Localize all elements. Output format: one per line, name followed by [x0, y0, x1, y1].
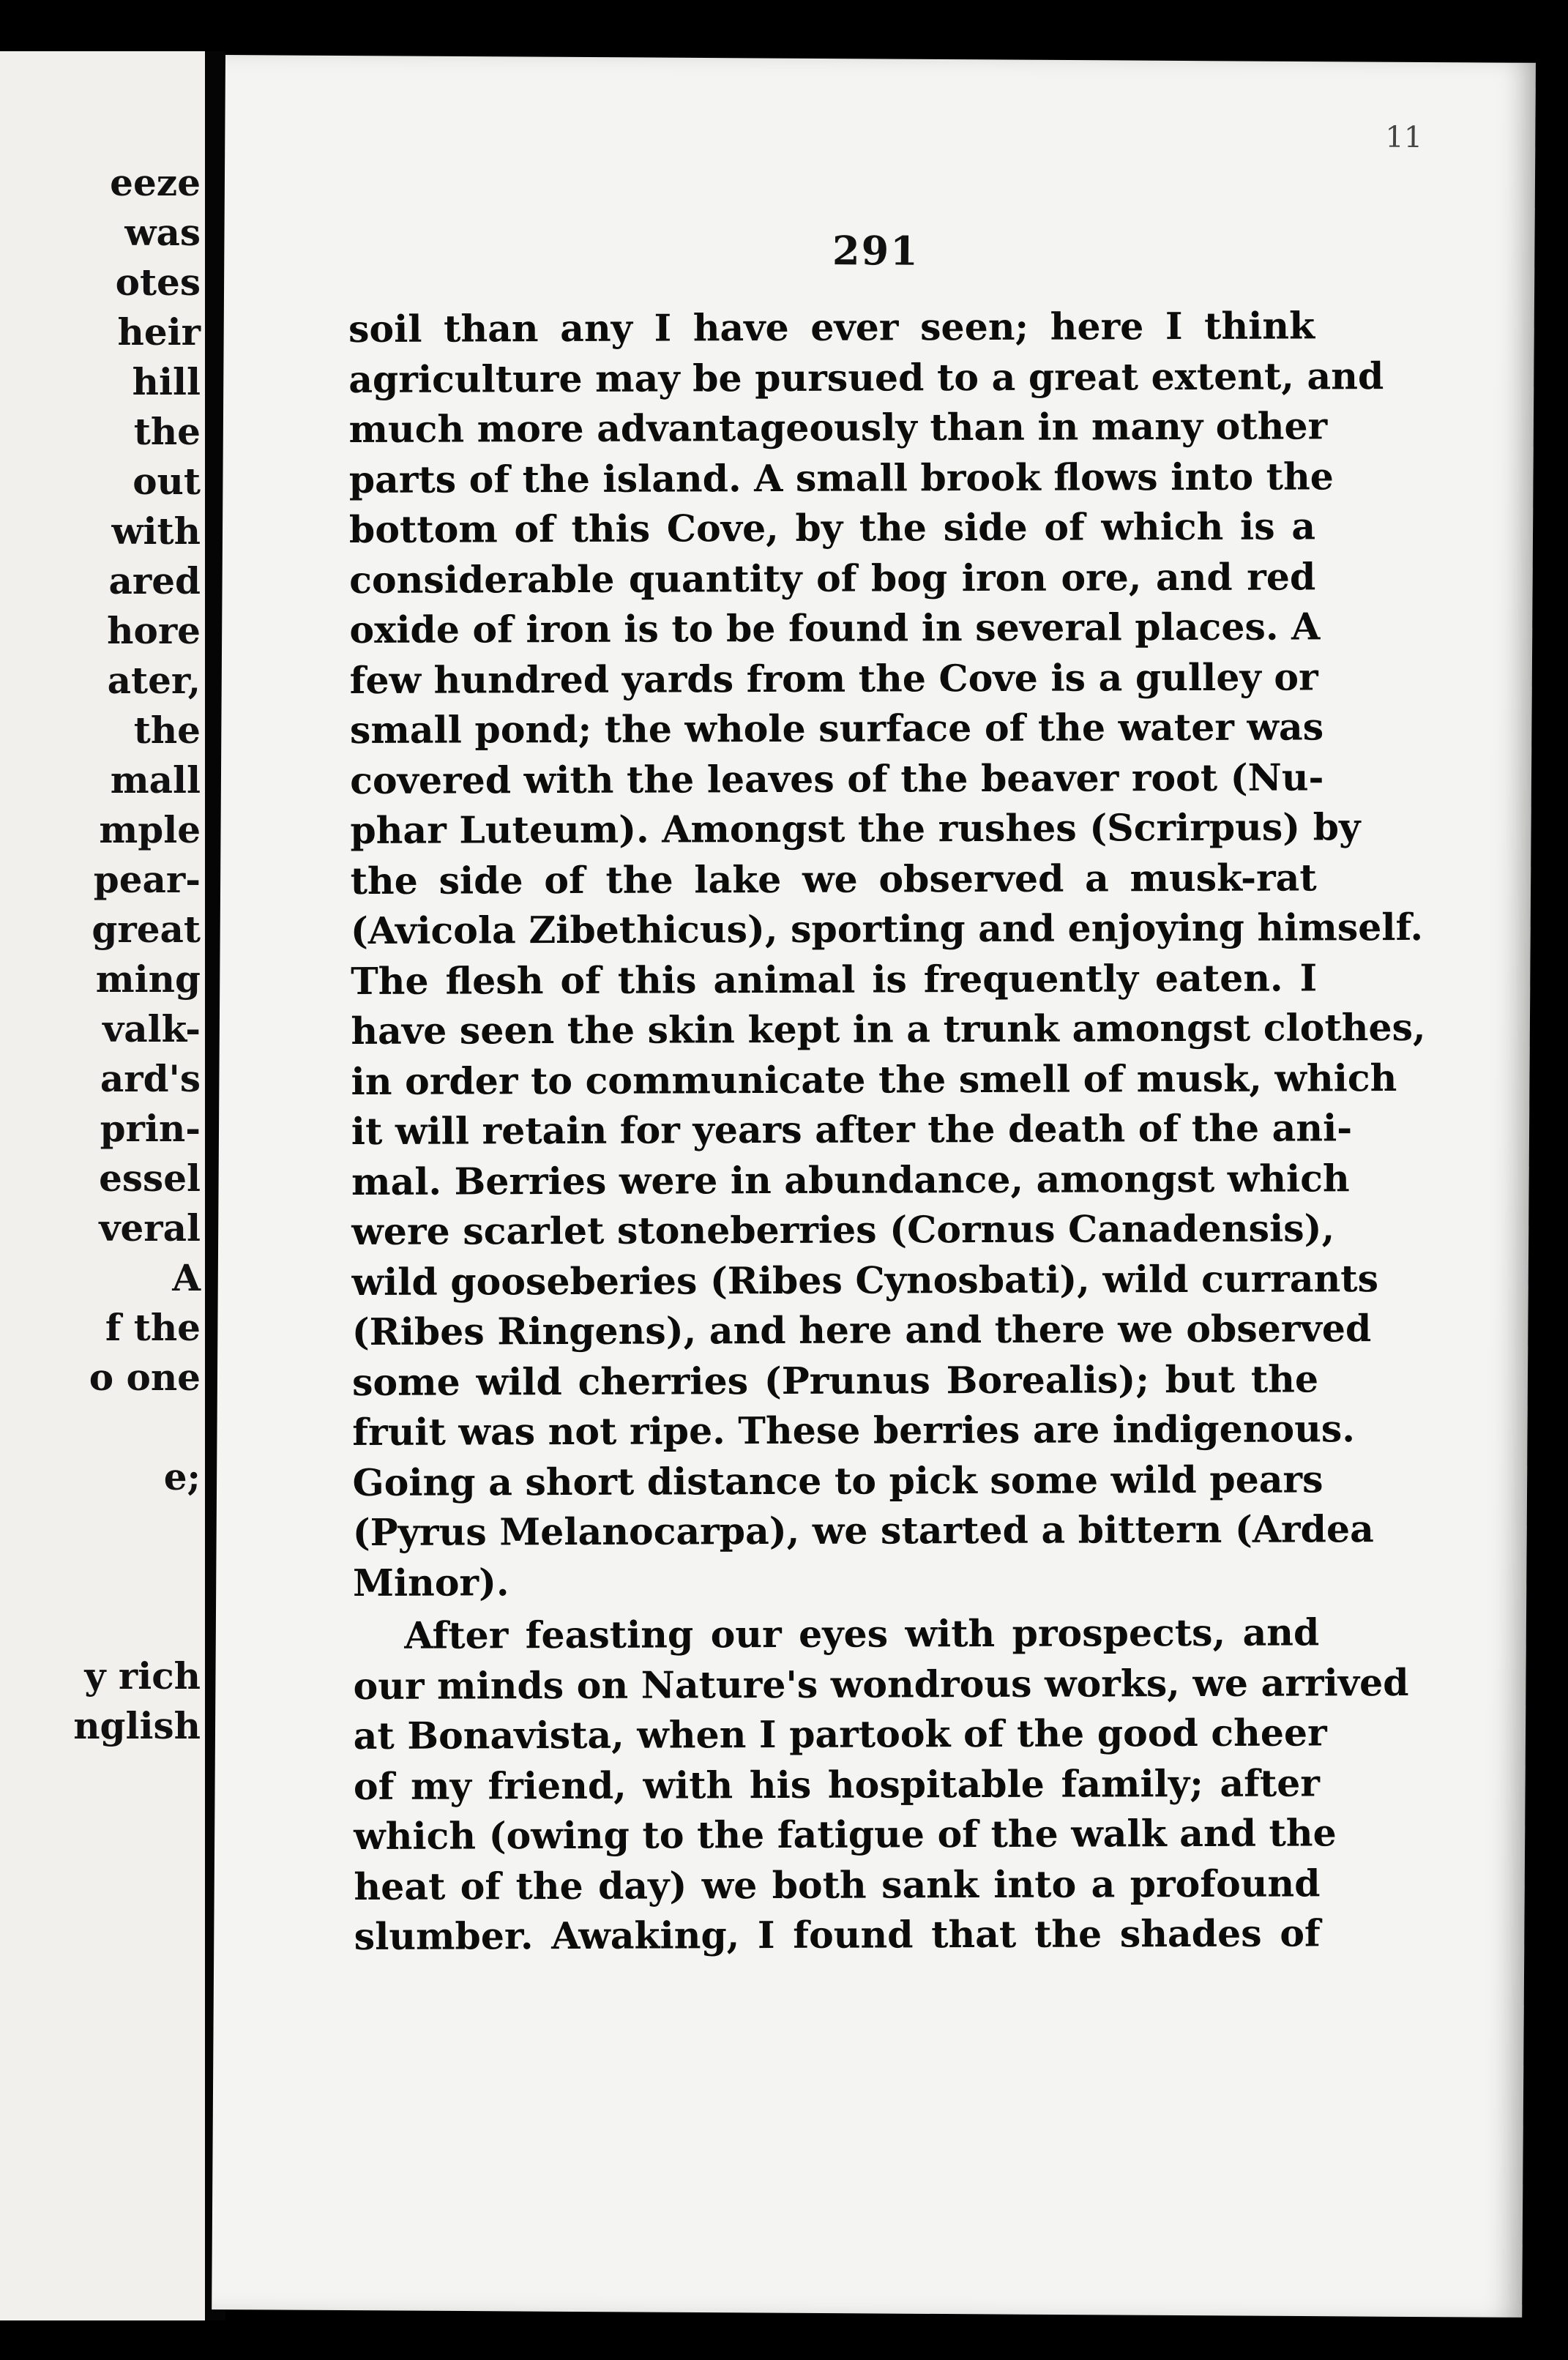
left-line: otes — [115, 261, 201, 304]
text-line: bottom of this Cove, by the side of which is a — [348, 504, 1316, 552]
text-line: After feasting our eyes with prospects, and — [404, 1610, 1320, 1657]
left-line: was — [124, 211, 201, 254]
left-line: hore — [107, 609, 201, 652]
text-line: in order to communicate the smell of musk, which — [351, 1056, 1397, 1103]
text-line: parts of the island. A small brook flows into the — [348, 454, 1334, 501]
text-line: have seen the skin kept in a trunk amongst clothes, — [351, 1005, 1426, 1053]
text-line: wild gooseberies (Ribes Cynosbati), wild currants — [351, 1256, 1379, 1304]
text-line: The flesh of this animal is frequently eaten. I — [351, 955, 1318, 1003]
text-line: few hundred yards from the Cove is a gulley or — [349, 654, 1318, 702]
text-line: of my friend, with his hospitable family; after — [353, 1760, 1321, 1808]
text-line: considerable quantity of bog iron ore, and red — [349, 554, 1316, 602]
page-number: 291 — [832, 227, 919, 275]
text-line: (Avicola Zibethicus), sporting and enjoying himself. — [350, 905, 1424, 953]
text-line: agriculture may be pursued to a great extent, and — [348, 354, 1384, 401]
text-line: Going a short distance to pick some wild pears — [352, 1457, 1324, 1504]
left-line: e; — [163, 1455, 201, 1498]
left-line: veral — [99, 1206, 201, 1250]
text-line: Minor). — [352, 1560, 509, 1605]
text-line: oxide of iron is to be found in several places. A — [349, 605, 1321, 652]
text-line: small pond; the whole surface of the water was — [349, 705, 1324, 753]
left-line: the — [133, 410, 201, 453]
text-line: covered with the leaves of the beaver root (Nu- — [350, 755, 1324, 802]
right-page — [212, 55, 1536, 2318]
text-line: it will retain for years after the death of the ani- — [351, 1106, 1353, 1154]
left-line: valk- — [102, 1007, 201, 1050]
left-line: mple — [99, 808, 201, 851]
left-line: great — [92, 908, 201, 951]
left-line: ard's — [100, 1057, 201, 1100]
left-line: with — [111, 509, 201, 553]
left-line: A — [172, 1256, 201, 1299]
text-line: phar Luteum). Amongst the rushes (Scrirpus) by — [350, 805, 1361, 853]
left-line: ming — [95, 957, 201, 1001]
left-line: prin- — [100, 1107, 201, 1150]
left-line: o one — [89, 1356, 201, 1399]
left-line: pear- — [93, 858, 201, 901]
text-line: soil than any I have ever seen; here I think — [348, 304, 1315, 351]
corner-mark: 11 — [1385, 120, 1423, 154]
page-body-text — [348, 301, 1426, 1962]
left-page-fragment — [0, 51, 205, 2320]
left-line: heir — [117, 310, 201, 354]
left-line: nglish — [73, 1704, 201, 1747]
left-line: ater, — [107, 659, 201, 702]
text-line: the side of the lake we observed a musk-rat — [350, 855, 1317, 903]
left-line: the — [133, 709, 201, 752]
left-line: essel — [99, 1157, 201, 1200]
text-line: slumber. Awaking, I found that the shades of — [354, 1911, 1321, 1959]
text-line: much more advantageously than in many other — [348, 404, 1328, 452]
text-line: some wild cherries (Prunus Borealis); but the — [351, 1356, 1319, 1404]
text-line: our minds on Nature's wondrous works, we arrived — [353, 1660, 1409, 1708]
left-line: mall — [110, 758, 201, 802]
text-line: mal. Berries were in abundance, amongst which — [351, 1156, 1350, 1203]
text-line: fruit was not ripe. These berries are indigenous. — [352, 1407, 1355, 1455]
left-line: f the — [105, 1306, 201, 1349]
left-line: hill — [132, 360, 201, 403]
text-line: (Pyrus Melanocarpa), we started a bittern (Ardea — [352, 1507, 1374, 1555]
text-line: heat of the day) we both sank into a profound — [354, 1861, 1321, 1908]
text-line: were scarlet stoneberries (Cornus Canadensis), — [351, 1206, 1335, 1254]
text-line: at Bonavista, when I partook of the good cheer — [353, 1711, 1327, 1758]
left-line: eeze — [110, 161, 201, 204]
left-line: out — [132, 460, 201, 503]
left-line: y rich — [84, 1654, 201, 1698]
text-line: (Ribes Ringens), and here and there we observed — [351, 1307, 1372, 1354]
left-line: ared — [108, 559, 201, 602]
text-line: which (owing to the fatigue of the walk and the — [354, 1811, 1337, 1859]
